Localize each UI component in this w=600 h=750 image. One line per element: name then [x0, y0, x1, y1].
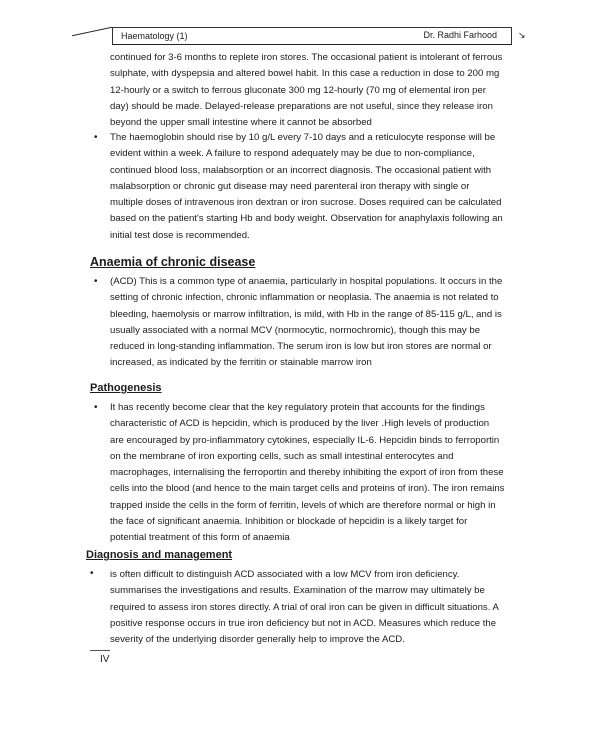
bullet-marker: •: [94, 276, 98, 287]
section-paragraph-pathogenesis: It has recently become clear that the key regulatory protein that accounts for the findings characteristic of ACD is hepcidin, which is produced by the liver .High levels of production are encouraged by pro-inflammatory cytokines, especially IL-6. Hepcidin binds to ferroportin on the membrane of iron exporting cells, such as small intestinal enterocytes and macrophages, internalising the ferroportin and thereby inhibiting the export of iron from these cells into the blood (and hence to the main target cells and proteins of iron). The iron remains trapped inside the cells in the form of ferritin, levels of which are therefore normal or high in the face of significant anaemia. Inhibition or blockade of hepcidin is a likely target for potential treatment of this form of anaemia: [110, 402, 505, 544]
bullet-marker: •: [90, 568, 94, 579]
page-number: IV: [100, 654, 110, 665]
section-heading-acd: Anaemia of chronic disease: [90, 255, 256, 269]
footer-divider: [90, 650, 110, 651]
page-header: [112, 27, 512, 45]
header-course-title: Haematology (1): [121, 31, 188, 41]
intro-paragraph: continued for 3-6 months to replete iron stores. The occasional patient is intolerant of ferrous sulphate, with dyspepsia and altered bowel habit. In this case a reduction in dose to 200 mg 12-hourly or a switch to ferrous gluconate 300 mg 12-hourly (70 mg of elemental iron per day) should be made. Delayed-release preparations are not useful, since they release iron beyond the upper small intestine where it cannot be absorbed: [110, 52, 503, 129]
section-paragraph-acd: (ACD) This is a common type of anaemia, particularly in hospital populations. It occurs in the setting of chronic infection, chronic inflammation or neoplasia. The anaemia is not related to bleeding, haemolysis or marrow infiltration, is mild, with Hb in the range of 85-115 g/L, and is usually associated with a normal MCV (normocytic, normochromic), though this may be reduced in long-standing inflammation. The serum iron is low but iron stores are normal or increased, as indicated by the ferritin or stainable marrow iron: [110, 276, 503, 369]
section-heading-diagnosis: Diagnosis and management: [86, 549, 233, 561]
bullet-marker: •: [94, 402, 98, 413]
bullet-paragraph-1: The haemoglobin should rise by 10 g/L every 7-10 days and a reticulocyte response will be evident within a week. A failure to respond adequately may be due to non-compliance, continued blood loss, malabsorption or an incorrect diagnosis. The occasional patient with malabsorption or chronic gut disease may need parenteral iron therapy with single or multiple doses of intravenous iron dextran or iron sucrose. Doses required can be calculated based on the patient's starting Hb and body weight. Observation for anaphylaxis following an initial test dose is recommended.: [110, 132, 503, 241]
header-tick-mark: ↘: [518, 30, 526, 40]
header-author: Dr. Radhi Farhood: [423, 30, 497, 40]
section-paragraph-diagnosis: is often difficult to distinguish ACD associated with a low MCV from iron deficiency. summarises the investigations and results. Examination of the marrow may ultimately be required to assess iron stores directly. A trial of oral iron can be given in difficult situations. A positive response occurs in true iron deficiency but not in ACD. Measures which reduce the severity of the underlying disorder generally help to improve the ACD.: [110, 569, 499, 646]
header-hook-line: [72, 27, 112, 51]
bullet-marker: •: [94, 132, 98, 143]
section-heading-pathogenesis: Pathogenesis: [90, 382, 162, 394]
